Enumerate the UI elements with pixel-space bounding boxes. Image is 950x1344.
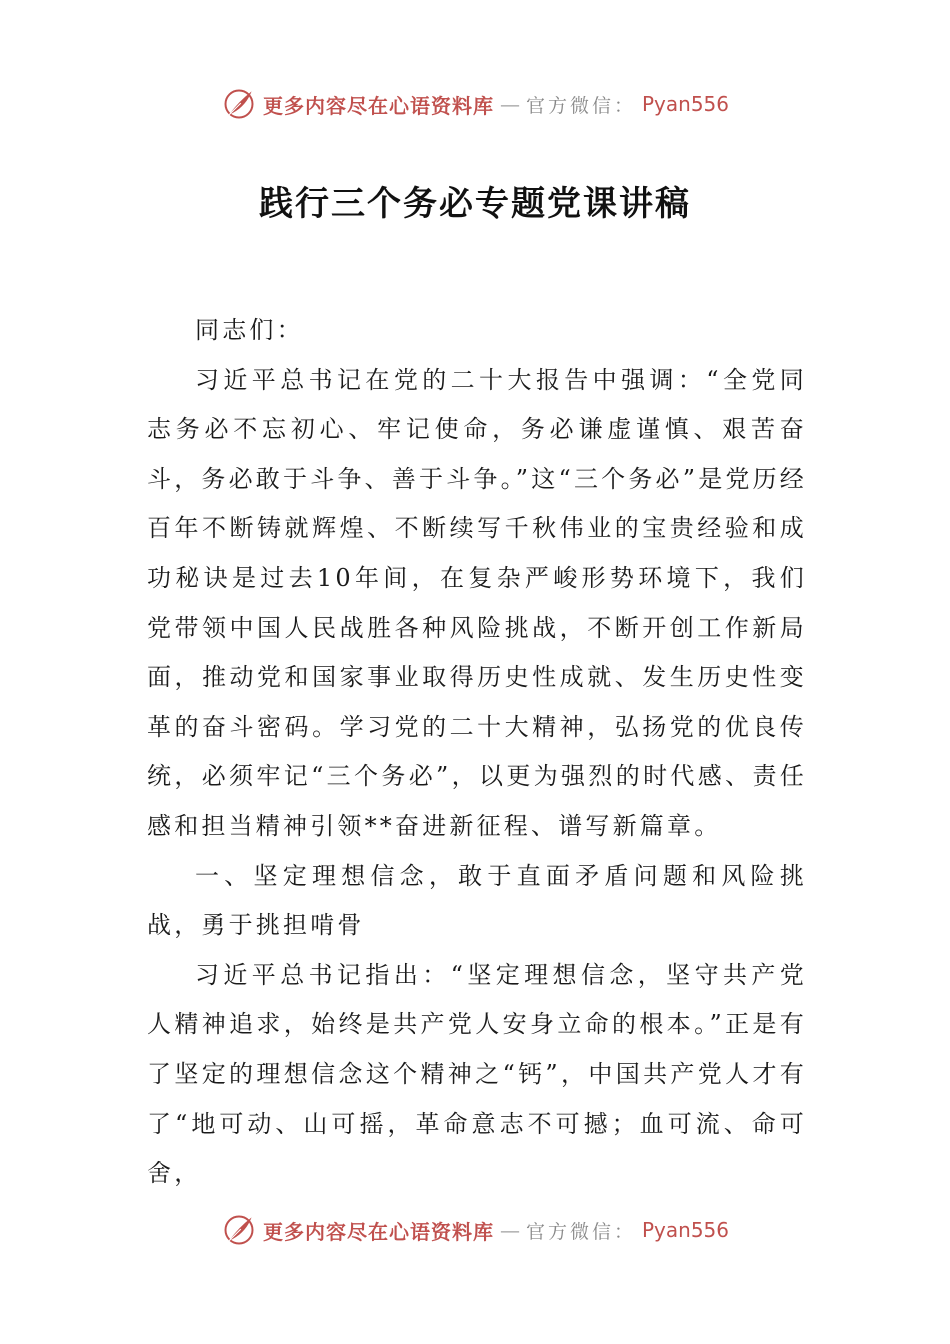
watermark-label: 官方微信： bbox=[525, 1220, 636, 1243]
header-watermark bbox=[0, 84, 950, 124]
watermark-site-text: 更多内容尽在心语资料库 bbox=[262, 93, 494, 118]
watermark-site-text: 更多内容尽在心语资料库 bbox=[262, 1219, 494, 1244]
watermark-id: Pyan556 bbox=[642, 1218, 730, 1242]
feather-pen-icon bbox=[221, 86, 257, 122]
watermark-dash: — bbox=[499, 92, 520, 116]
document-title: 践行三个务必专题党课讲稿 bbox=[259, 184, 691, 224]
footer-watermark bbox=[0, 1210, 950, 1250]
document-body bbox=[147, 306, 807, 1199]
section-heading-1: 一、坚定理想信念，敢于直面矛盾问题和风险挑战，勇于挑担啃骨 bbox=[147, 861, 807, 940]
salutation-paragraph: 同志们： bbox=[195, 316, 304, 344]
feather-pen-icon bbox=[221, 1212, 257, 1248]
watermark-dash: — bbox=[499, 1218, 520, 1242]
watermark-id: Pyan556 bbox=[642, 92, 730, 116]
watermark-label: 官方微信： bbox=[525, 94, 636, 117]
section-paragraph-1: 习近平总书记指出：“坚定理想信念，坚守共产党人精神追求，始终是共产党人安身立命的根本。”正是有了坚定的理想信念这个精神之“钙”，中国共产党人才有了“地可动、山可摇，革命意志不可撼；血可流、命可舍， bbox=[147, 960, 807, 1188]
intro-paragraph: 习近平总书记在党的二十大报告中强调：“全党同志务必不忘初心、牢记使命，务必谦虚谨慎、艰苦奋斗，务必敢于斗争、善于斗争。”这“三个务必”是党历经百年不断铸就辉煌、不断续写千秋伟业的宝贵经验和成功秘诀是过去10年间，在复杂严峻形势环境下，我们党带领中国人民战胜各种风险挑战，不断开创工作新局面，推动党和国家事业取得历史性成就、发生历史性变革的奋斗密码。学习党的二十大精神，弘扬党的优良传统，必须牢记“三个务必”，以更为强烈的时代感、责任感和担当精神引领**奋进新征程、谱写新篇章。 bbox=[147, 365, 808, 840]
